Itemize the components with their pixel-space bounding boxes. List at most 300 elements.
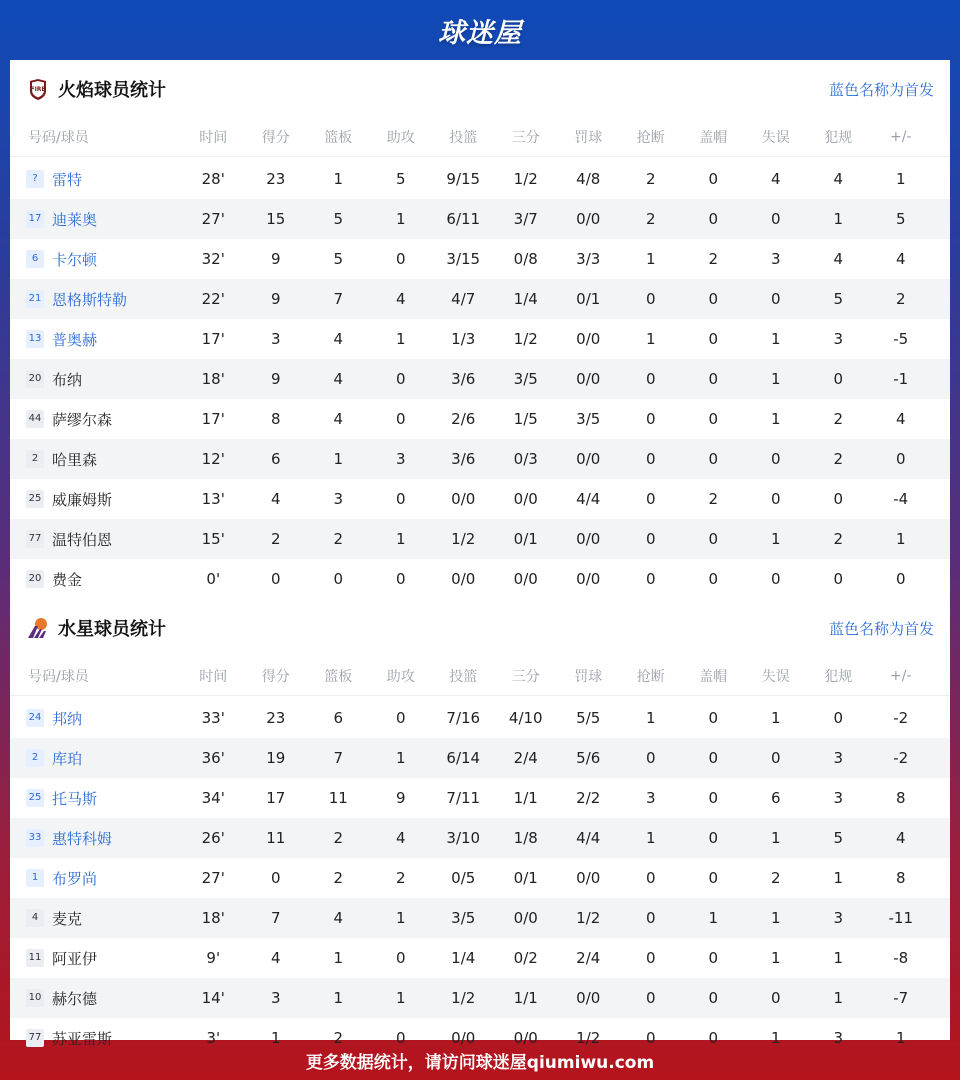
stat-cell: 0/2 bbox=[513, 949, 538, 967]
stat-cell: 1/4 bbox=[451, 949, 476, 967]
stat-cell: 7/11 bbox=[446, 789, 481, 807]
stat-cell: 3' bbox=[206, 1029, 221, 1047]
stat-cell: 0 bbox=[708, 290, 719, 308]
stat-cell: 1 bbox=[708, 909, 719, 927]
player-name[interactable]: 威廉姆斯 bbox=[52, 490, 113, 509]
player-cell bbox=[10, 788, 182, 809]
stat-cell: 1 bbox=[770, 829, 781, 847]
stat-cell: 6/14 bbox=[446, 749, 481, 767]
stat-cell: 1 bbox=[770, 1029, 781, 1047]
stat-cell: 1/5 bbox=[513, 410, 538, 428]
player-row[interactable] bbox=[10, 778, 950, 818]
stat-cell: 0 bbox=[270, 869, 281, 887]
stat-cell: 0 bbox=[333, 570, 344, 588]
stat-cell: 0 bbox=[833, 490, 844, 508]
stat-cell: 0/0 bbox=[576, 989, 601, 1007]
player-cell bbox=[10, 948, 182, 969]
stat-cell: 1/2 bbox=[576, 909, 601, 927]
stat-cell: 1 bbox=[833, 949, 844, 967]
stat-cell: 5 bbox=[833, 290, 844, 308]
stat-cell: 3/3 bbox=[576, 250, 601, 268]
stat-cell: 3 bbox=[333, 490, 344, 508]
stat-cell: 1 bbox=[333, 989, 344, 1007]
player-name[interactable]: 温特伯恩 bbox=[52, 530, 113, 549]
stat-cell: 1 bbox=[645, 250, 656, 268]
stat-cell: 0 bbox=[645, 989, 656, 1007]
stat-cell: 0 bbox=[770, 989, 781, 1007]
column-header: 盖帽 bbox=[699, 669, 728, 685]
starter-note: 蓝色名称为首发 bbox=[828, 619, 934, 638]
player-name[interactable]: 萨缪尔森 bbox=[52, 410, 113, 429]
stat-cell: 4 bbox=[333, 909, 344, 927]
starter-note: 蓝色名称为首发 bbox=[828, 80, 934, 99]
stat-cell: 8 bbox=[270, 410, 281, 428]
stat-cell: 3 bbox=[833, 330, 844, 348]
stat-cell: 3 bbox=[395, 450, 406, 468]
jersey-number-badge: 24 bbox=[26, 709, 44, 727]
player-row[interactable] bbox=[10, 938, 950, 978]
stat-cell: 1 bbox=[333, 170, 344, 188]
column-header: 失误 bbox=[761, 669, 790, 685]
column-header: 犯规 bbox=[824, 669, 853, 685]
column-header: 号码/球员 bbox=[28, 669, 89, 685]
column-header: 号码/球员 bbox=[28, 130, 89, 146]
stat-cell: 0 bbox=[395, 709, 406, 727]
stat-cell: 17' bbox=[201, 330, 225, 348]
column-header: 篮板 bbox=[324, 669, 353, 685]
stat-cell: 1 bbox=[645, 829, 656, 847]
stat-cell: 1 bbox=[770, 410, 781, 428]
player-row[interactable] bbox=[10, 279, 950, 319]
stat-cell: 9 bbox=[270, 250, 281, 268]
player-cell bbox=[10, 708, 182, 729]
stat-cell: 2 bbox=[833, 450, 844, 468]
stat-cell: 0 bbox=[708, 530, 719, 548]
stat-cell: 1 bbox=[833, 989, 844, 1007]
stat-cell: 1 bbox=[270, 1029, 281, 1047]
stat-cell: 3 bbox=[270, 989, 281, 1007]
stat-cell: -4 bbox=[893, 490, 909, 508]
stat-cell: 0 bbox=[770, 290, 781, 308]
stat-cell: 27' bbox=[201, 869, 225, 887]
player-cell bbox=[10, 988, 182, 1009]
stat-cell: 9 bbox=[395, 789, 406, 807]
jersey-number-badge: 13 bbox=[26, 330, 44, 348]
stat-cell: 0 bbox=[770, 210, 781, 228]
stat-cell: 36' bbox=[201, 749, 225, 767]
stat-cell: 9 bbox=[270, 290, 281, 308]
stat-cell: 1/2 bbox=[451, 530, 476, 548]
stat-cell: 2 bbox=[645, 210, 656, 228]
player-name[interactable]: 苏亚雷斯 bbox=[52, 1029, 113, 1048]
stat-cell: 0 bbox=[645, 290, 656, 308]
stat-cell: 2 bbox=[833, 410, 844, 428]
stat-cell: 1 bbox=[833, 869, 844, 887]
team-section bbox=[10, 60, 950, 599]
player-cell bbox=[10, 329, 182, 350]
stat-cell: 1/2 bbox=[513, 330, 538, 348]
player-name[interactable]: 赫尔德 bbox=[52, 989, 98, 1008]
stat-cell: 3/15 bbox=[446, 250, 481, 268]
stat-cell: 2 bbox=[333, 1029, 344, 1047]
stat-cell: 9 bbox=[270, 370, 281, 388]
stat-cell: 3 bbox=[270, 330, 281, 348]
player-row[interactable] bbox=[10, 559, 950, 599]
stat-cell: 1 bbox=[770, 909, 781, 927]
stat-cell: 0 bbox=[895, 570, 906, 588]
stat-cell: 0/0 bbox=[451, 570, 476, 588]
stat-cell: 0/1 bbox=[576, 290, 601, 308]
stat-cell: 28' bbox=[201, 170, 225, 188]
player-cell bbox=[10, 828, 182, 849]
stat-cell: 1/3 bbox=[451, 330, 476, 348]
stat-cell: 0 bbox=[708, 749, 719, 767]
stat-cell: 2 bbox=[833, 530, 844, 548]
stat-cell: 2 bbox=[270, 530, 281, 548]
stat-cell: 0 bbox=[645, 749, 656, 767]
player-row[interactable] bbox=[10, 858, 950, 898]
stat-cell: 2 bbox=[395, 869, 406, 887]
stat-cell: 1/2 bbox=[576, 1029, 601, 1047]
stat-cell: 3/7 bbox=[513, 210, 538, 228]
stat-cell: 3/5 bbox=[451, 909, 476, 927]
stat-cell: 17' bbox=[201, 410, 225, 428]
column-header: 篮板 bbox=[324, 130, 353, 146]
player-name[interactable]: 布纳 bbox=[52, 370, 83, 389]
column-header: 时间 bbox=[199, 669, 228, 685]
player-row[interactable] bbox=[10, 159, 950, 199]
stat-cell: 19 bbox=[266, 749, 286, 767]
stat-cell: 2/4 bbox=[576, 949, 601, 967]
stat-cell: 1 bbox=[770, 370, 781, 388]
column-header: 投篮 bbox=[449, 669, 478, 685]
jersey-number-badge: ? bbox=[26, 170, 44, 188]
player-name[interactable]: 恩格斯特勒 bbox=[52, 290, 128, 309]
stat-cell: 5 bbox=[395, 170, 406, 188]
player-row[interactable] bbox=[10, 439, 950, 479]
stat-cell: 1/8 bbox=[513, 829, 538, 847]
column-header: +/- bbox=[890, 129, 912, 145]
player-row[interactable] bbox=[10, 698, 950, 738]
stat-cell: 0 bbox=[708, 210, 719, 228]
column-header: 犯规 bbox=[824, 130, 853, 146]
stat-cell: 0 bbox=[395, 949, 406, 967]
stat-cell: 1 bbox=[645, 330, 656, 348]
player-cell bbox=[10, 369, 182, 390]
stat-cell: 0 bbox=[645, 869, 656, 887]
stat-cell: 1 bbox=[833, 210, 844, 228]
stat-cell: 2 bbox=[645, 170, 656, 188]
player-cell bbox=[10, 748, 182, 769]
player-name[interactable]: 托马斯 bbox=[52, 789, 98, 808]
mercury-team-logo-icon bbox=[26, 616, 50, 640]
stat-cell: 0 bbox=[645, 410, 656, 428]
stat-cell: 5/6 bbox=[576, 749, 601, 767]
stat-cell: 3 bbox=[770, 250, 781, 268]
stat-cell: 0/8 bbox=[513, 250, 538, 268]
stat-cell: 0 bbox=[645, 450, 656, 468]
column-header: 三分 bbox=[511, 130, 540, 146]
stat-cell: 0/0 bbox=[513, 909, 538, 927]
stat-cell: 2 bbox=[333, 530, 344, 548]
stat-cell: 4/4 bbox=[576, 829, 601, 847]
player-name[interactable]: 普奥赫 bbox=[52, 330, 98, 349]
stat-cell: 1/4 bbox=[513, 290, 538, 308]
column-header: 罚球 bbox=[574, 669, 603, 685]
player-row[interactable] bbox=[10, 239, 950, 279]
stat-cell: 1 bbox=[770, 330, 781, 348]
jersey-number-badge: 20 bbox=[26, 570, 44, 588]
player-cell bbox=[10, 209, 182, 230]
stat-cell: 1 bbox=[895, 170, 906, 188]
stat-cell: 4 bbox=[895, 250, 906, 268]
stat-cell: 0/0 bbox=[576, 530, 601, 548]
stat-cell: -5 bbox=[893, 330, 909, 348]
column-header: 助攻 bbox=[386, 669, 415, 685]
stat-cell: 0/0 bbox=[576, 450, 601, 468]
player-row[interactable] bbox=[10, 359, 950, 399]
stat-cell: 3 bbox=[833, 789, 844, 807]
stat-cell: 11 bbox=[266, 829, 286, 847]
jersey-number-badge: 4 bbox=[26, 909, 44, 927]
stat-cell: 0/0 bbox=[513, 490, 538, 508]
stat-cell: 6 bbox=[770, 789, 781, 807]
stat-cell: 0 bbox=[645, 1029, 656, 1047]
stat-cell: 2 bbox=[708, 490, 719, 508]
stat-cell: 0/0 bbox=[576, 370, 601, 388]
stat-cell: 8 bbox=[895, 869, 906, 887]
column-header-row bbox=[10, 118, 950, 157]
stat-cell: 0 bbox=[708, 789, 719, 807]
stat-cell: 14' bbox=[201, 989, 225, 1007]
player-cell bbox=[10, 169, 182, 190]
stat-cell: 0 bbox=[833, 709, 844, 727]
stat-cell: 2 bbox=[895, 290, 906, 308]
column-header: 抢断 bbox=[636, 669, 665, 685]
stat-cell: 9/15 bbox=[446, 170, 481, 188]
stat-cell: -11 bbox=[888, 909, 913, 927]
stat-cell: 26' bbox=[201, 829, 225, 847]
column-header: 投篮 bbox=[449, 130, 478, 146]
stat-cell: 27' bbox=[201, 210, 225, 228]
stat-cell: 0 bbox=[708, 370, 719, 388]
stat-cell: -8 bbox=[893, 949, 909, 967]
stat-cell: 34' bbox=[201, 789, 225, 807]
stat-cell: 0 bbox=[895, 450, 906, 468]
stat-cell: 1 bbox=[770, 530, 781, 548]
stat-cell: 1 bbox=[770, 949, 781, 967]
stat-cell: 1 bbox=[395, 330, 406, 348]
jersey-number-badge: 10 bbox=[26, 989, 44, 1007]
player-cell bbox=[10, 868, 182, 889]
column-header: 助攻 bbox=[386, 130, 415, 146]
stat-cell: 22' bbox=[201, 290, 225, 308]
stat-cell: 7 bbox=[333, 290, 344, 308]
stat-cell: 0/0 bbox=[576, 210, 601, 228]
player-cell bbox=[10, 289, 182, 310]
stat-cell: 1 bbox=[645, 709, 656, 727]
player-cell bbox=[10, 908, 182, 929]
stat-cell: -1 bbox=[893, 370, 909, 388]
player-row[interactable] bbox=[10, 319, 950, 359]
player-name[interactable]: 雷特 bbox=[52, 170, 83, 189]
stat-cell: 15 bbox=[266, 210, 286, 228]
stat-cell: 4 bbox=[270, 949, 281, 967]
jersey-number-badge: 17 bbox=[26, 210, 44, 228]
stat-cell: 13' bbox=[201, 490, 225, 508]
stat-cell: 0 bbox=[770, 749, 781, 767]
player-row[interactable] bbox=[10, 818, 950, 858]
stat-cell: 0 bbox=[395, 250, 406, 268]
stat-cell: 23 bbox=[266, 170, 286, 188]
stat-cell: 0/0 bbox=[513, 1029, 538, 1047]
stat-cell: 6/11 bbox=[446, 210, 481, 228]
player-cell bbox=[10, 569, 182, 590]
stat-cell: 0 bbox=[708, 570, 719, 588]
stat-cell: -7 bbox=[893, 989, 909, 1007]
stat-cell: 4 bbox=[395, 829, 406, 847]
stat-cell: 0 bbox=[645, 530, 656, 548]
player-name[interactable]: 费金 bbox=[52, 570, 83, 589]
stat-cell: 0 bbox=[708, 330, 719, 348]
player-row[interactable] bbox=[10, 898, 950, 938]
jersey-number-badge: 44 bbox=[26, 410, 44, 428]
stat-cell: 4 bbox=[833, 250, 844, 268]
stat-cell: 2/6 bbox=[451, 410, 476, 428]
stat-cell: 0 bbox=[833, 570, 844, 588]
stat-cell: 2/2 bbox=[576, 789, 601, 807]
footer-banner[interactable]: 更多数据统计，请访问球迷屋qiumiwu.com bbox=[305, 1052, 655, 1073]
teams-container bbox=[10, 60, 950, 1058]
stat-cell: 1/2 bbox=[513, 170, 538, 188]
stat-cell: 0 bbox=[708, 410, 719, 428]
stat-cell: 1 bbox=[395, 909, 406, 927]
stat-cell: 18' bbox=[201, 370, 225, 388]
stat-cell: 3/5 bbox=[513, 370, 538, 388]
player-name[interactable]: 邦纳 bbox=[52, 709, 83, 728]
stat-cell: 2 bbox=[333, 829, 344, 847]
stat-cell: 1 bbox=[395, 749, 406, 767]
stat-cell: 0' bbox=[206, 570, 221, 588]
stat-cell: 0/0 bbox=[576, 570, 601, 588]
stat-cell: 12' bbox=[201, 450, 225, 468]
stat-cell: 0 bbox=[395, 490, 406, 508]
player-row[interactable] bbox=[10, 519, 950, 559]
player-name[interactable]: 哈里森 bbox=[52, 450, 98, 469]
player-row[interactable] bbox=[10, 479, 950, 519]
column-header: +/- bbox=[890, 668, 912, 684]
stat-cell: 5 bbox=[333, 210, 344, 228]
player-name[interactable]: 迪莱奥 bbox=[52, 210, 98, 229]
stat-cell: 0/0 bbox=[576, 330, 601, 348]
stat-cell: 3 bbox=[833, 749, 844, 767]
player-name[interactable]: 麦克 bbox=[52, 909, 83, 928]
stat-cell: 1/2 bbox=[451, 989, 476, 1007]
team-title: 火焰球员统计 bbox=[58, 80, 166, 101]
stat-cell: 2 bbox=[708, 250, 719, 268]
svg-text:FIRE: FIRE bbox=[30, 86, 46, 93]
column-header: 三分 bbox=[511, 669, 540, 685]
stat-cell: 0/0 bbox=[576, 869, 601, 887]
jersey-number-badge: 21 bbox=[26, 290, 44, 308]
team-title: 水星球员统计 bbox=[58, 619, 166, 640]
stat-cell: 4 bbox=[895, 410, 906, 428]
stat-cell: 0 bbox=[645, 570, 656, 588]
stat-cell: 7 bbox=[333, 749, 344, 767]
player-row[interactable] bbox=[10, 738, 950, 778]
player-cell bbox=[10, 249, 182, 270]
player-row[interactable] bbox=[10, 399, 950, 439]
stat-cell: 6 bbox=[333, 709, 344, 727]
stat-cell: 0/1 bbox=[513, 869, 538, 887]
player-name[interactable]: 阿亚伊 bbox=[52, 949, 98, 968]
player-row[interactable] bbox=[10, 978, 950, 1018]
stat-cell: 0 bbox=[645, 949, 656, 967]
stat-cell: 7 bbox=[270, 909, 281, 927]
stat-cell: 5 bbox=[833, 829, 844, 847]
stat-cell: 1/1 bbox=[513, 989, 538, 1007]
stat-cell: 0/3 bbox=[513, 450, 538, 468]
column-header: 得分 bbox=[261, 669, 290, 685]
column-header: 罚球 bbox=[574, 130, 603, 146]
jersey-number-badge: 1 bbox=[26, 869, 44, 887]
column-header: 抢断 bbox=[636, 130, 665, 146]
player-cell bbox=[10, 409, 182, 430]
stat-cell: 3/6 bbox=[451, 450, 476, 468]
player-cell bbox=[10, 489, 182, 510]
player-name[interactable]: 库珀 bbox=[52, 749, 83, 768]
column-header-row bbox=[10, 657, 950, 696]
fire-team-logo-icon bbox=[26, 77, 50, 101]
stat-cell: 0 bbox=[708, 170, 719, 188]
stat-cell: 0 bbox=[708, 709, 719, 727]
stat-cell: 4 bbox=[270, 490, 281, 508]
stat-cell: 1 bbox=[333, 450, 344, 468]
stat-cell: 0 bbox=[708, 989, 719, 1007]
stat-cell: 1 bbox=[895, 530, 906, 548]
stat-cell: 0 bbox=[708, 1029, 719, 1047]
player-name[interactable]: 惠特科姆 bbox=[52, 829, 113, 848]
jersey-number-badge: 2 bbox=[26, 749, 44, 767]
stats-panel bbox=[10, 60, 950, 1048]
stat-cell: 0 bbox=[395, 570, 406, 588]
stat-cell: 4 bbox=[333, 410, 344, 428]
stat-cell: 1 bbox=[395, 989, 406, 1007]
player-cell bbox=[10, 449, 182, 470]
stat-cell: 3 bbox=[833, 909, 844, 927]
stat-cell: 0/0 bbox=[451, 1029, 476, 1047]
stat-cell: 0/0 bbox=[513, 570, 538, 588]
player-name[interactable]: 布罗尚 bbox=[52, 869, 98, 888]
column-header: 失误 bbox=[761, 130, 790, 146]
stat-cell: 4 bbox=[833, 170, 844, 188]
stat-cell: 0/1 bbox=[513, 530, 538, 548]
stat-cell: 4 bbox=[333, 330, 344, 348]
player-row[interactable] bbox=[10, 199, 950, 239]
stat-cell: 1 bbox=[395, 530, 406, 548]
player-name[interactable]: 卡尔顿 bbox=[52, 250, 98, 269]
stat-cell: 0 bbox=[833, 370, 844, 388]
stat-cell: 4 bbox=[395, 290, 406, 308]
team-header bbox=[10, 60, 950, 118]
team-header bbox=[10, 599, 950, 657]
stat-cell: 32' bbox=[201, 250, 225, 268]
stat-cell: 0 bbox=[395, 1029, 406, 1047]
stat-cell: 0 bbox=[770, 490, 781, 508]
jersey-number-badge: 20 bbox=[26, 370, 44, 388]
stat-cell: 15' bbox=[201, 530, 225, 548]
stat-cell: 0 bbox=[270, 570, 281, 588]
